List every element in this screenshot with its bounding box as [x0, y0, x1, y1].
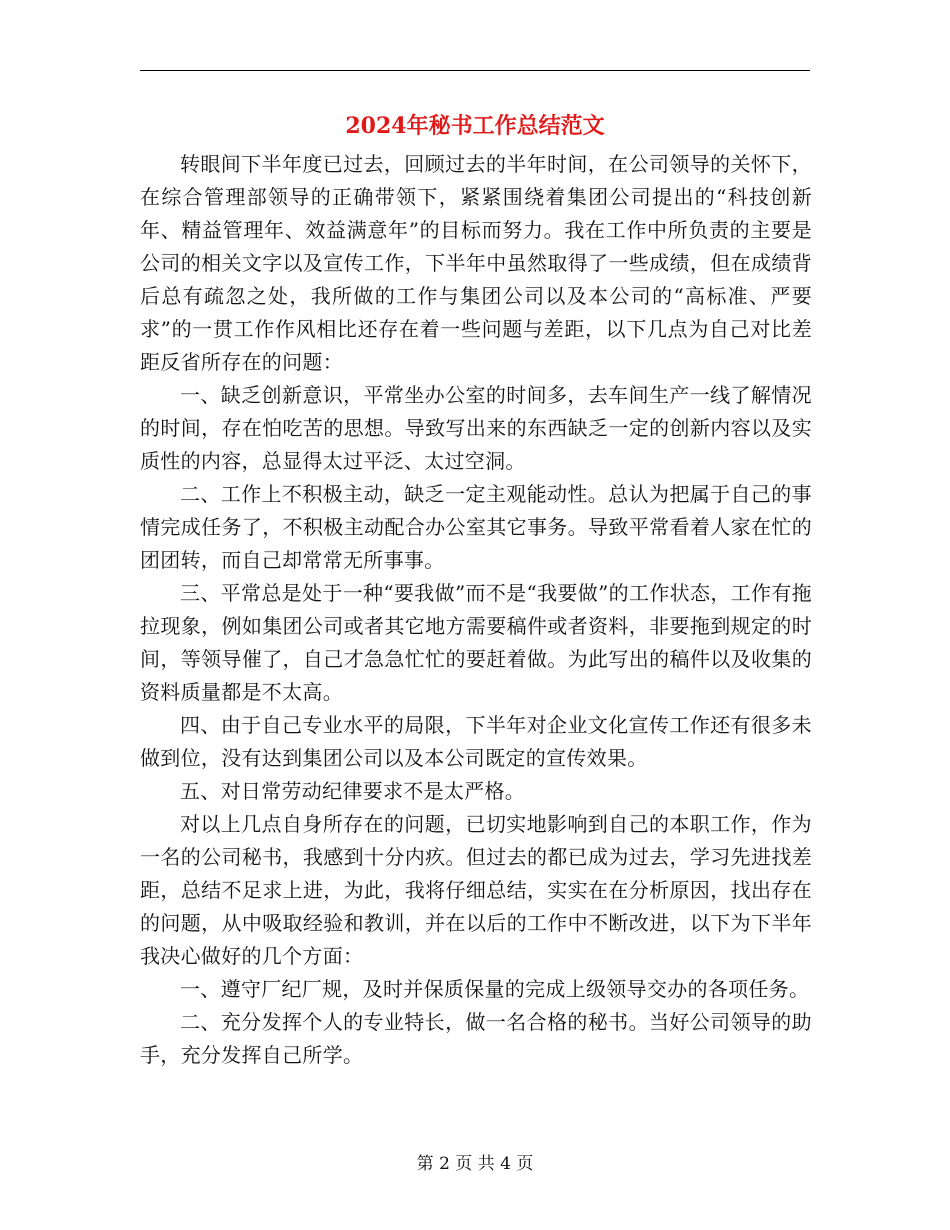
document-title: 2024年秘书工作总结范文 — [345, 113, 605, 139]
paragraph-plan-2: 二、充分发挥个人的专业特长，做一名合格的秘书。当好公司领导的助手，充分发挥自己所学。 — [140, 1010, 812, 1067]
paragraph-problem-2: 二、工作上不积极主动，缺乏一定主观能动性。总认为把属于自己的事情完成任务了，不积极主动配合办公室其它事务。导致平常看着人家在忙的团团转，而自己却常常无所事事。 — [140, 482, 812, 572]
paragraph-plan-1: 一、遵守厂纪厂规，及时并保质保量的完成上级领导交办的各项任务。 — [180, 977, 810, 1001]
paragraph-reflection: 对以上几点自身所存在的问题，已切实地影响到自己的本职工作，作为一名的公司秘书，我感到十分内疚。但过去的都已成为过去，学习先进找差距，总结不足求上进，为此，我将仔细总结，实实在在分析原因，找出存在的问题，从中吸取经验和教训，并在以后的工作中不断改进，以下为下半年我决心做好的几个方面： — [140, 812, 812, 968]
paragraph-intro: 转眼间下半年度已过去，回顾过去的半年时间，在公司领导的关怀下，在综合管理部领导的正确带领下，紧紧围绕着集团公司提出的“科技创新年、精益管理年、效益满意年”的目标而努力。我在工作中所负责的主要是公司的相关文字以及宣传工作，下半年中虽然取得了一些成绩，但在成绩背后总有疏忽之处，我所做的工作与集团公司以及本公司的“高标准、严要求”的一贯工作作风相比还存在着一些问题与差距，以下几点为自己对比差距反省所存在的问题： — [140, 152, 812, 374]
header-rule — [140, 70, 810, 71]
paragraph-problem-1: 一、缺乏创新意识，平常坐办公室的时间多，去车间生产一线了解情况的时间，存在怕吃苦的思想。导致写出来的东西缺乏一定的创新内容以及实质性的内容，总显得太过平泛、太过空洞。 — [140, 383, 812, 473]
page-number-footer: 第 2 页 共 4 页 — [416, 1154, 534, 1174]
paragraph-problem-4: 四、由于自己专业水平的局限，下半年对企业文化宣传工作还有很多未做到位，没有达到集团公司以及本公司既定的宣传效果。 — [140, 713, 812, 770]
paragraph-problem-5: 五、对日常劳动纪律要求不是太严格。 — [180, 779, 526, 803]
document-body — [140, 148, 812, 1072]
paragraph-problem-3: 三、平常总是处于一种“要我做”而不是“我要做”的工作状态，工作有拖拉现象，例如集团公司或者其它地方需要稿件或者资料，非要拖到规定的时间，等领导催了，自己才急急忙忙的要赶着做。为此写出的稿件以及收集的资料质量都是不太高。 — [140, 581, 812, 704]
